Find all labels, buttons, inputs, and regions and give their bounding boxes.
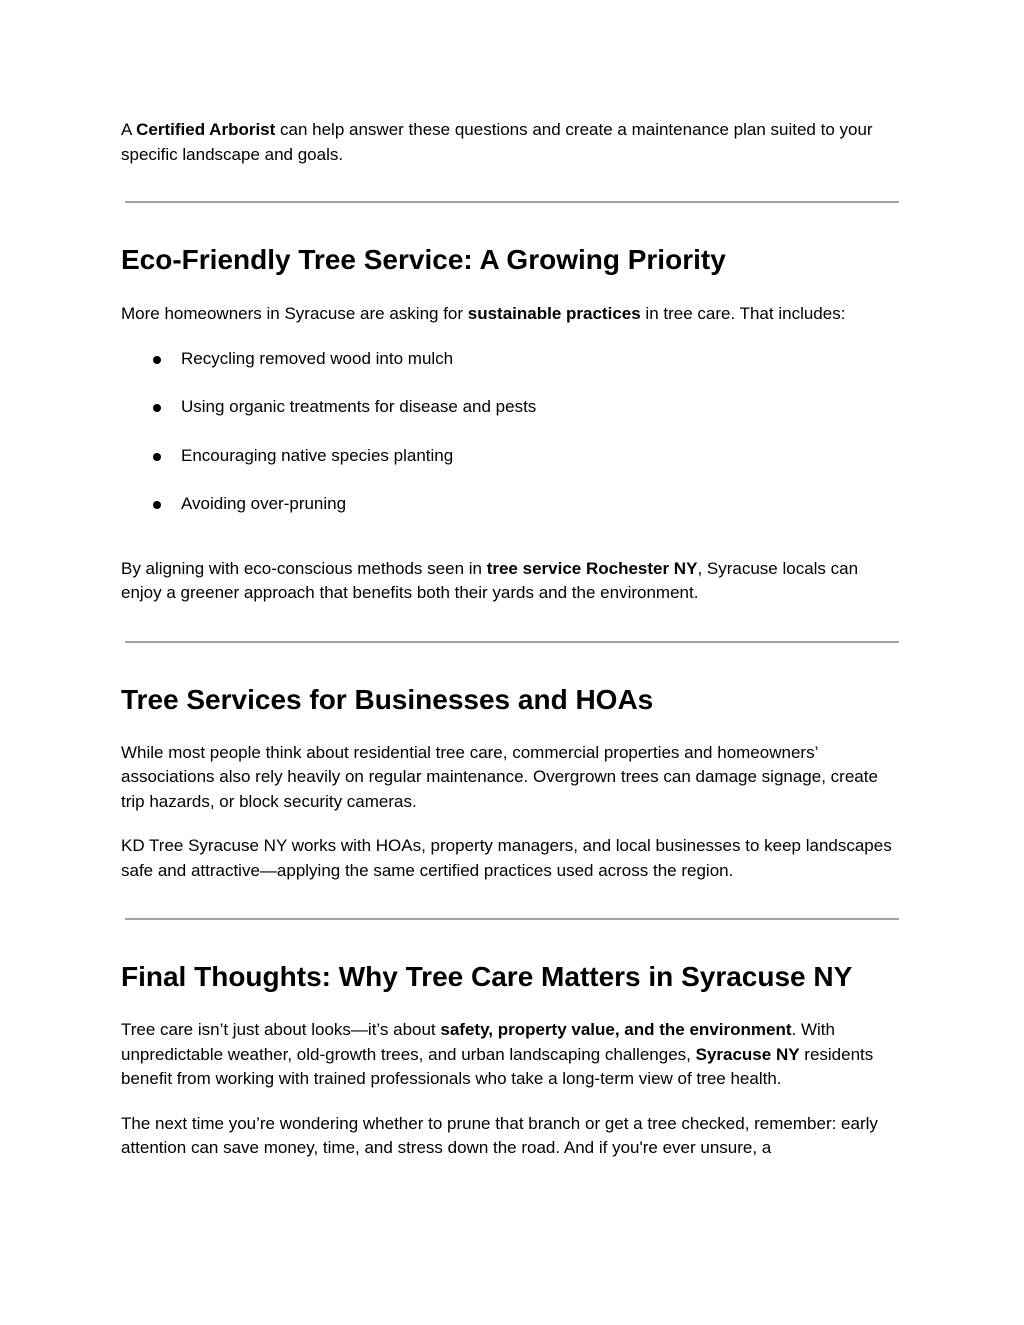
business-paragraph-2: KD Tree Syracuse NY works with HOAs, property managers, and local businesses to keep landscapes safe and attractive—applying the same certified practices used across the region.: [121, 836, 892, 880]
eco-practices-list: [121, 347, 901, 517]
section-heading-final: Final Thoughts: Why Tree Care Matters in Syracuse NY: [121, 961, 853, 992]
section-divider: [125, 641, 899, 643]
eco-intro-paragraph: More homeowners in Syracuse are asking for sustainable practices in tree care. That includes:: [121, 304, 846, 323]
section-heading-business: Tree Services for Businesses and HOAs: [121, 683, 654, 715]
final-paragraph-2: The next time you’re wondering whether to prune that branch or get a tree checked, remember: early attention can save money, time, and stress down the road. And if you're ever unsure, a: [121, 1113, 878, 1157]
syracuse-ny-emphasis: Syracuse NY: [695, 1044, 800, 1064]
list-item: Recycling removed wood into mulch: [121, 347, 901, 372]
bullet-icon: [153, 501, 161, 509]
bullet-icon: [153, 356, 161, 364]
section-divider: [125, 918, 899, 920]
list-item: Avoiding over-pruning: [121, 492, 901, 517]
eco-closing-paragraph: By aligning with eco-conscious methods seen in tree service Rochester NY, Syracuse locals can enjoy a greener approach that benefits both their yards and the environment.: [121, 558, 859, 602]
bullet-icon: [153, 404, 161, 412]
final-paragraph-1: Tree care isn’t just about looks—it’s about safety, property value, and the environment. With unpredictable weather, old-growth trees, and urban landscaping challenges, Syracuse NY residents benefit from working with trained professionals who take a long-term view of tree health.: [121, 1020, 874, 1088]
section-divider: [125, 201, 899, 203]
list-item: Encouraging native species planting: [121, 444, 901, 469]
document-page: [121, 118, 901, 1161]
tree-service-rochester-emphasis: tree service Rochester NY: [486, 558, 698, 578]
section-heading-eco: Eco-Friendly Tree Service: A Growing Priority: [121, 244, 726, 275]
sustainable-practices-emphasis: sustainable practices: [467, 304, 641, 323]
safety-value-environment-emphasis: safety, property value, and the environment: [440, 1020, 792, 1039]
intro-paragraph: A Certified Arborist can help answer these questions and create a maintenance plan suited to your specific landscape and goals.: [121, 120, 873, 164]
bullet-icon: [153, 453, 161, 461]
certified-arborist-emphasis: Certified Arborist: [136, 120, 276, 139]
list-item: Using organic treatments for disease and pests: [121, 395, 901, 420]
business-paragraph-1: While most people think about residential tree care, commercial properties and homeowners’ associations also rely heavily on regular maintenance. Overgrown trees can damage signage, create trip hazards, or block security cameras.: [121, 742, 878, 811]
